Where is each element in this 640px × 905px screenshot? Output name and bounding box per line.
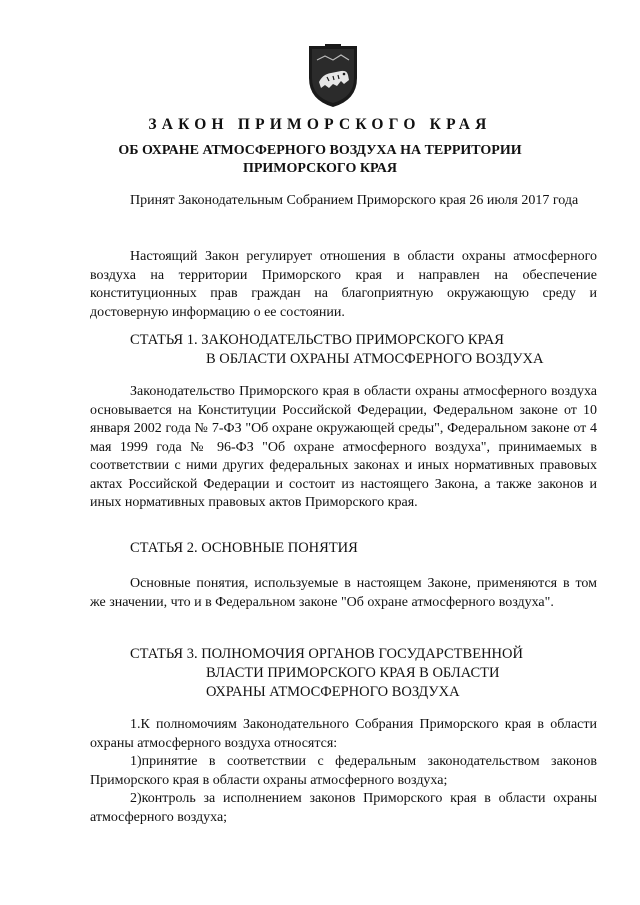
article-2-text: Основные понятия, используемые в настоящем Законе, применяются в том же значении, что и в Федеральном законе "Об охране атмосферного воздуха". bbox=[90, 576, 597, 610]
article-1-heading-line1: СТАТЬЯ 1. ЗАКОНОДАТЕЛЬСТВО ПРИМОРСКОГО КРАЯ bbox=[130, 332, 504, 348]
coat-of-arms-icon bbox=[303, 40, 363, 110]
article-1-text: Законодательство Приморского края в области охраны атмосферного воздуха основывается на Конституции Российской Федерации, Федеральном законе от 10 января 2002 года № 7-ФЗ "Об охране окружающей среды", Федеральном законе от 4 мая 1999 года № 96-ФЗ "Об охране атмосферного воздуха", принимаемых в соответствии с ними других федеральных законах и иных нормативных правовых актах Российской Федерации и состоит из настоящего Закона, а также законов и иных нормативных правовых актов Приморского края. bbox=[90, 384, 597, 510]
article-3-intro: 1.К полномочиям Законодательного Собрания Приморского края в области охраны атмосферного воздуха относятся: bbox=[90, 717, 597, 751]
article-3-item-1: 1)принятие в соответствии с федеральным законодательством законов Приморского края в области охраны атмосферного воздуха; bbox=[90, 754, 597, 788]
adoption-note: Принят Законодательным Собранием Приморского края 26 июля 2017 года bbox=[130, 193, 579, 208]
article-2-heading-line1: СТАТЬЯ 2. ОСНОВНЫЕ ПОНЯТИЯ bbox=[130, 540, 358, 556]
law-subtitle: ОБ ОХРАНЕ АТМОСФЕРНОГО ВОЗДУХА НА ТЕРРИТОРИИ ПРИМОРСКОГО КРАЯ bbox=[118, 143, 522, 176]
article-2-heading bbox=[90, 539, 358, 558]
article-3-heading-line1: СТАТЬЯ 3. ПОЛНОМОЧИЯ ОРГАНОВ ГОСУДАРСТВЕННОЙ bbox=[130, 646, 523, 662]
article-3-item-2: 2)контроль за исполнением законов Приморского края в области охраны атмосферного воздуха; bbox=[90, 791, 597, 825]
article-1-heading-line2: В ОБЛАСТИ ОХРАНЫ АТМОСФЕРНОГО ВОЗДУХА bbox=[206, 351, 544, 367]
law-title: ЗАКОН ПРИМОРСКОГО КРАЯ bbox=[148, 116, 492, 133]
article-3-heading-line3: ОХРАНЫ АТМОСФЕРНОГО ВОЗДУХА bbox=[206, 684, 460, 700]
article-3-heading bbox=[90, 645, 523, 702]
article-1-heading bbox=[90, 331, 544, 369]
article-3-heading-line2: ВЛАСТИ ПРИМОРСКОГО КРАЯ В ОБЛАСТИ bbox=[206, 665, 500, 681]
preamble-paragraph: Настоящий Закон регулирует отношения в области охраны атмосферного воздуха на территории Приморского края и направлен на обеспечение конституционных прав граждан на благоприятную окружающую среду и достоверную информацию о ее состоянии. bbox=[90, 249, 597, 320]
